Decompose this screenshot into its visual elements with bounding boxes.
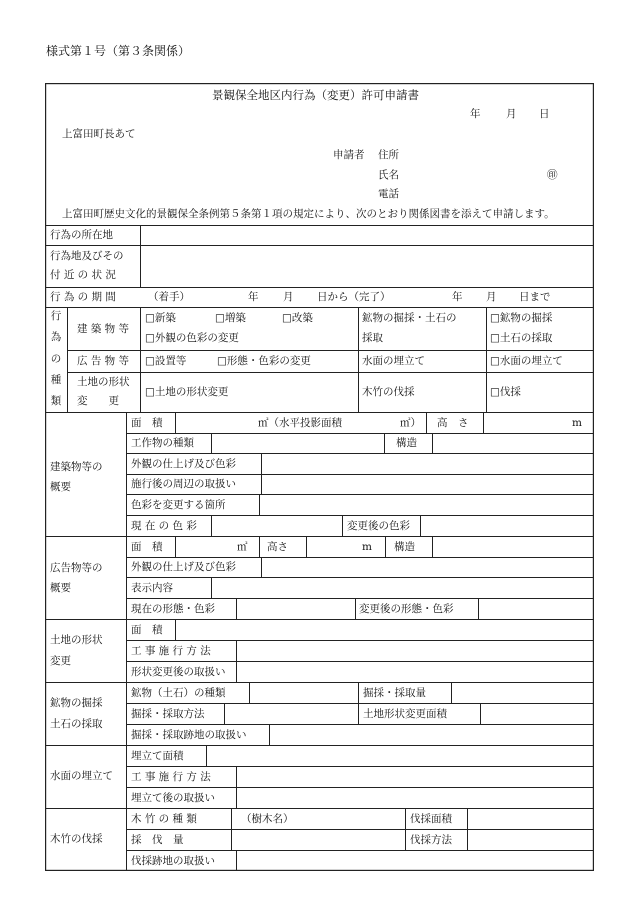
building-structure-label: 構造 <box>396 437 417 449</box>
sign-current-form-label: 現在の形態・色彩 <box>131 603 215 615</box>
current-color-label: 現 在 の 色 彩 <box>131 520 197 532</box>
water-method-label: 工 事 施 行 方 法 <box>131 771 211 783</box>
tree-kind-label: 木 竹 の 種 類 <box>131 813 197 825</box>
surroundings-label-1: 行為地及びその <box>50 250 124 262</box>
land-method-label: 工 事 施 行 方 法 <box>131 645 211 657</box>
land-change-checkbox[interactable]: □土地の形状変更 <box>145 386 229 398</box>
form-grid-lines <box>45 83 594 871</box>
building-new-checkbox[interactable]: □新築 <box>145 312 176 324</box>
mineral-land-area-label: 土地形状変更面積 <box>363 708 447 720</box>
building-area-unit-2: ㎡） <box>400 417 421 429</box>
period-from: 日から（完了） <box>317 291 391 303</box>
sign-structure-label: 構造 <box>394 541 415 553</box>
building-area-label: 面 積 <box>131 417 163 429</box>
mineral-type-label-2: 採取 <box>362 332 383 344</box>
sign-section-label-2: 概要 <box>50 582 71 594</box>
building-renovate-checkbox[interactable]: □改築 <box>282 312 313 324</box>
new-color-label: 変更後の色彩 <box>347 520 410 532</box>
addressee: 上富田町長あて <box>62 128 136 140</box>
building-height-unit: m <box>572 417 582 429</box>
building-finish-label: 外観の仕上げ及び色彩 <box>131 458 236 470</box>
building-area-unit: ㎡（水平投影面積 <box>258 417 342 429</box>
mineral-amount-label: 掘採・採取量 <box>363 687 426 699</box>
date-year: 年 <box>470 108 481 120</box>
water-after-label: 埋立て後の取扱い <box>131 792 215 804</box>
mineral-dig-checkbox[interactable]: □鉱物の掘採 <box>490 312 553 324</box>
date-month: 月 <box>506 108 517 120</box>
mineral-kind-label: 鉱物（土石）の種類 <box>131 687 226 699</box>
tree-cut-method-label: 伐採方法 <box>410 834 452 846</box>
sign-height-label: 高さ <box>267 541 288 553</box>
tree-cut-checkbox[interactable]: □伐採 <box>490 386 521 398</box>
seal-mark: ㊞ <box>547 169 558 181</box>
type-label-1: 行 <box>50 310 62 322</box>
water-section-label: 水面の埋立て <box>50 770 113 782</box>
building-type-label: 建 築 物 等 <box>77 323 130 335</box>
water-checkbox[interactable]: □水面の埋立て <box>490 355 563 367</box>
type-label-4: 種 <box>50 374 62 386</box>
sign-type-label: 広 告 物 等 <box>77 355 130 367</box>
sign-area-unit: ㎡ <box>237 541 248 553</box>
land-after-label: 形状変更後の取扱い <box>131 666 226 678</box>
building-surroundings-label: 施行後の周辺の取扱い <box>131 478 236 490</box>
mineral-section-label-1: 鉱物の掘採 <box>50 697 103 709</box>
applicant-phone-label: 電話 <box>378 188 399 200</box>
building-section-label-1: 建築物等の <box>50 461 103 473</box>
building-extend-checkbox[interactable]: □増築 <box>215 312 246 324</box>
sign-install-checkbox[interactable]: □設置等 <box>145 355 187 367</box>
tree-volume-label: 採 伐 量 <box>131 834 184 846</box>
period-label: 行 為 の 期 間 <box>50 291 116 303</box>
land-section-label-1: 土地の形状 <box>50 634 103 646</box>
sign-form-checkbox[interactable]: □形態・色彩の変更 <box>217 355 311 367</box>
mineral-section-label-2: 土石の採取 <box>50 718 103 730</box>
tree-species-label: （樹木名） <box>241 813 294 825</box>
tree-type-label: 木竹の伐採 <box>362 386 415 398</box>
sign-area-label: 面 積 <box>131 541 163 553</box>
soil-collect-checkbox[interactable]: □土石の採取 <box>490 332 553 344</box>
sign-display-label: 表示内容 <box>131 582 173 594</box>
mineral-method-label: 掘採・採取方法 <box>131 708 205 720</box>
color-change-part-label: 色彩を変更する箇所 <box>131 499 226 511</box>
application-form <box>45 83 594 871</box>
applicant-label: 申請者 <box>333 149 365 161</box>
mineral-after-label: 掘採・採取跡地の取扱い <box>131 729 247 741</box>
water-area-label: 埋立て面積 <box>131 750 184 762</box>
structure-kind-label: 工作物の種類 <box>131 437 194 449</box>
sign-new-form-label: 変更後の形態・色彩 <box>359 603 454 615</box>
form-title: 景観保全地区内行為（変更）許可申請書 <box>212 88 419 102</box>
sign-finish-label: 外観の仕上げ及び色彩 <box>131 561 236 573</box>
building-height-label: 高 さ <box>437 417 469 429</box>
period-start: （着手） <box>148 291 190 303</box>
tree-cut-area-label: 伐採面積 <box>410 813 452 825</box>
period-year1: 年 <box>248 291 259 303</box>
water-type-label: 水面の埋立て <box>362 355 425 367</box>
type-label-3: の <box>50 353 62 365</box>
location-label: 行為の所在地 <box>50 229 113 241</box>
period-month2: 月 <box>486 291 497 303</box>
building-color-checkbox[interactable]: □外観の色彩の変更 <box>145 332 239 344</box>
applicant-address-label: 住所 <box>378 149 399 161</box>
land-section-label-2: 変更 <box>50 655 71 667</box>
land-type-label-1: 土地の形状 <box>77 376 130 388</box>
mineral-type-label-1: 鉱物の掘採・土石の <box>362 312 457 324</box>
tree-after-label: 伐採跡地の取扱い <box>131 855 215 867</box>
date-day: 日 <box>539 108 550 120</box>
surroundings-label-2: 付 近 の 状 況 <box>50 269 116 281</box>
land-type-label-2: 変 更 <box>77 395 119 407</box>
land-area-label: 面 積 <box>131 624 163 636</box>
applicant-name-label: 氏名 <box>378 169 399 181</box>
period-year2: 年 <box>452 291 463 303</box>
type-label-2: 為 <box>50 331 62 343</box>
period-month1: 月 <box>283 291 294 303</box>
type-label-5: 類 <box>50 395 62 407</box>
building-section-label-2: 概要 <box>50 481 71 493</box>
application-statement: 上富田町歴史文化的景観保全条例第５条第１項の規定により、次のとおり関係図書を添えて申請します。 <box>62 208 555 220</box>
period-until: 日まで <box>519 291 551 303</box>
sign-height-unit: m <box>362 541 372 553</box>
form-number: 様式第１号（第３条関係） <box>46 44 191 58</box>
sign-section-label-1: 広告物等の <box>50 562 103 574</box>
tree-section-label: 木竹の伐採 <box>50 833 103 845</box>
